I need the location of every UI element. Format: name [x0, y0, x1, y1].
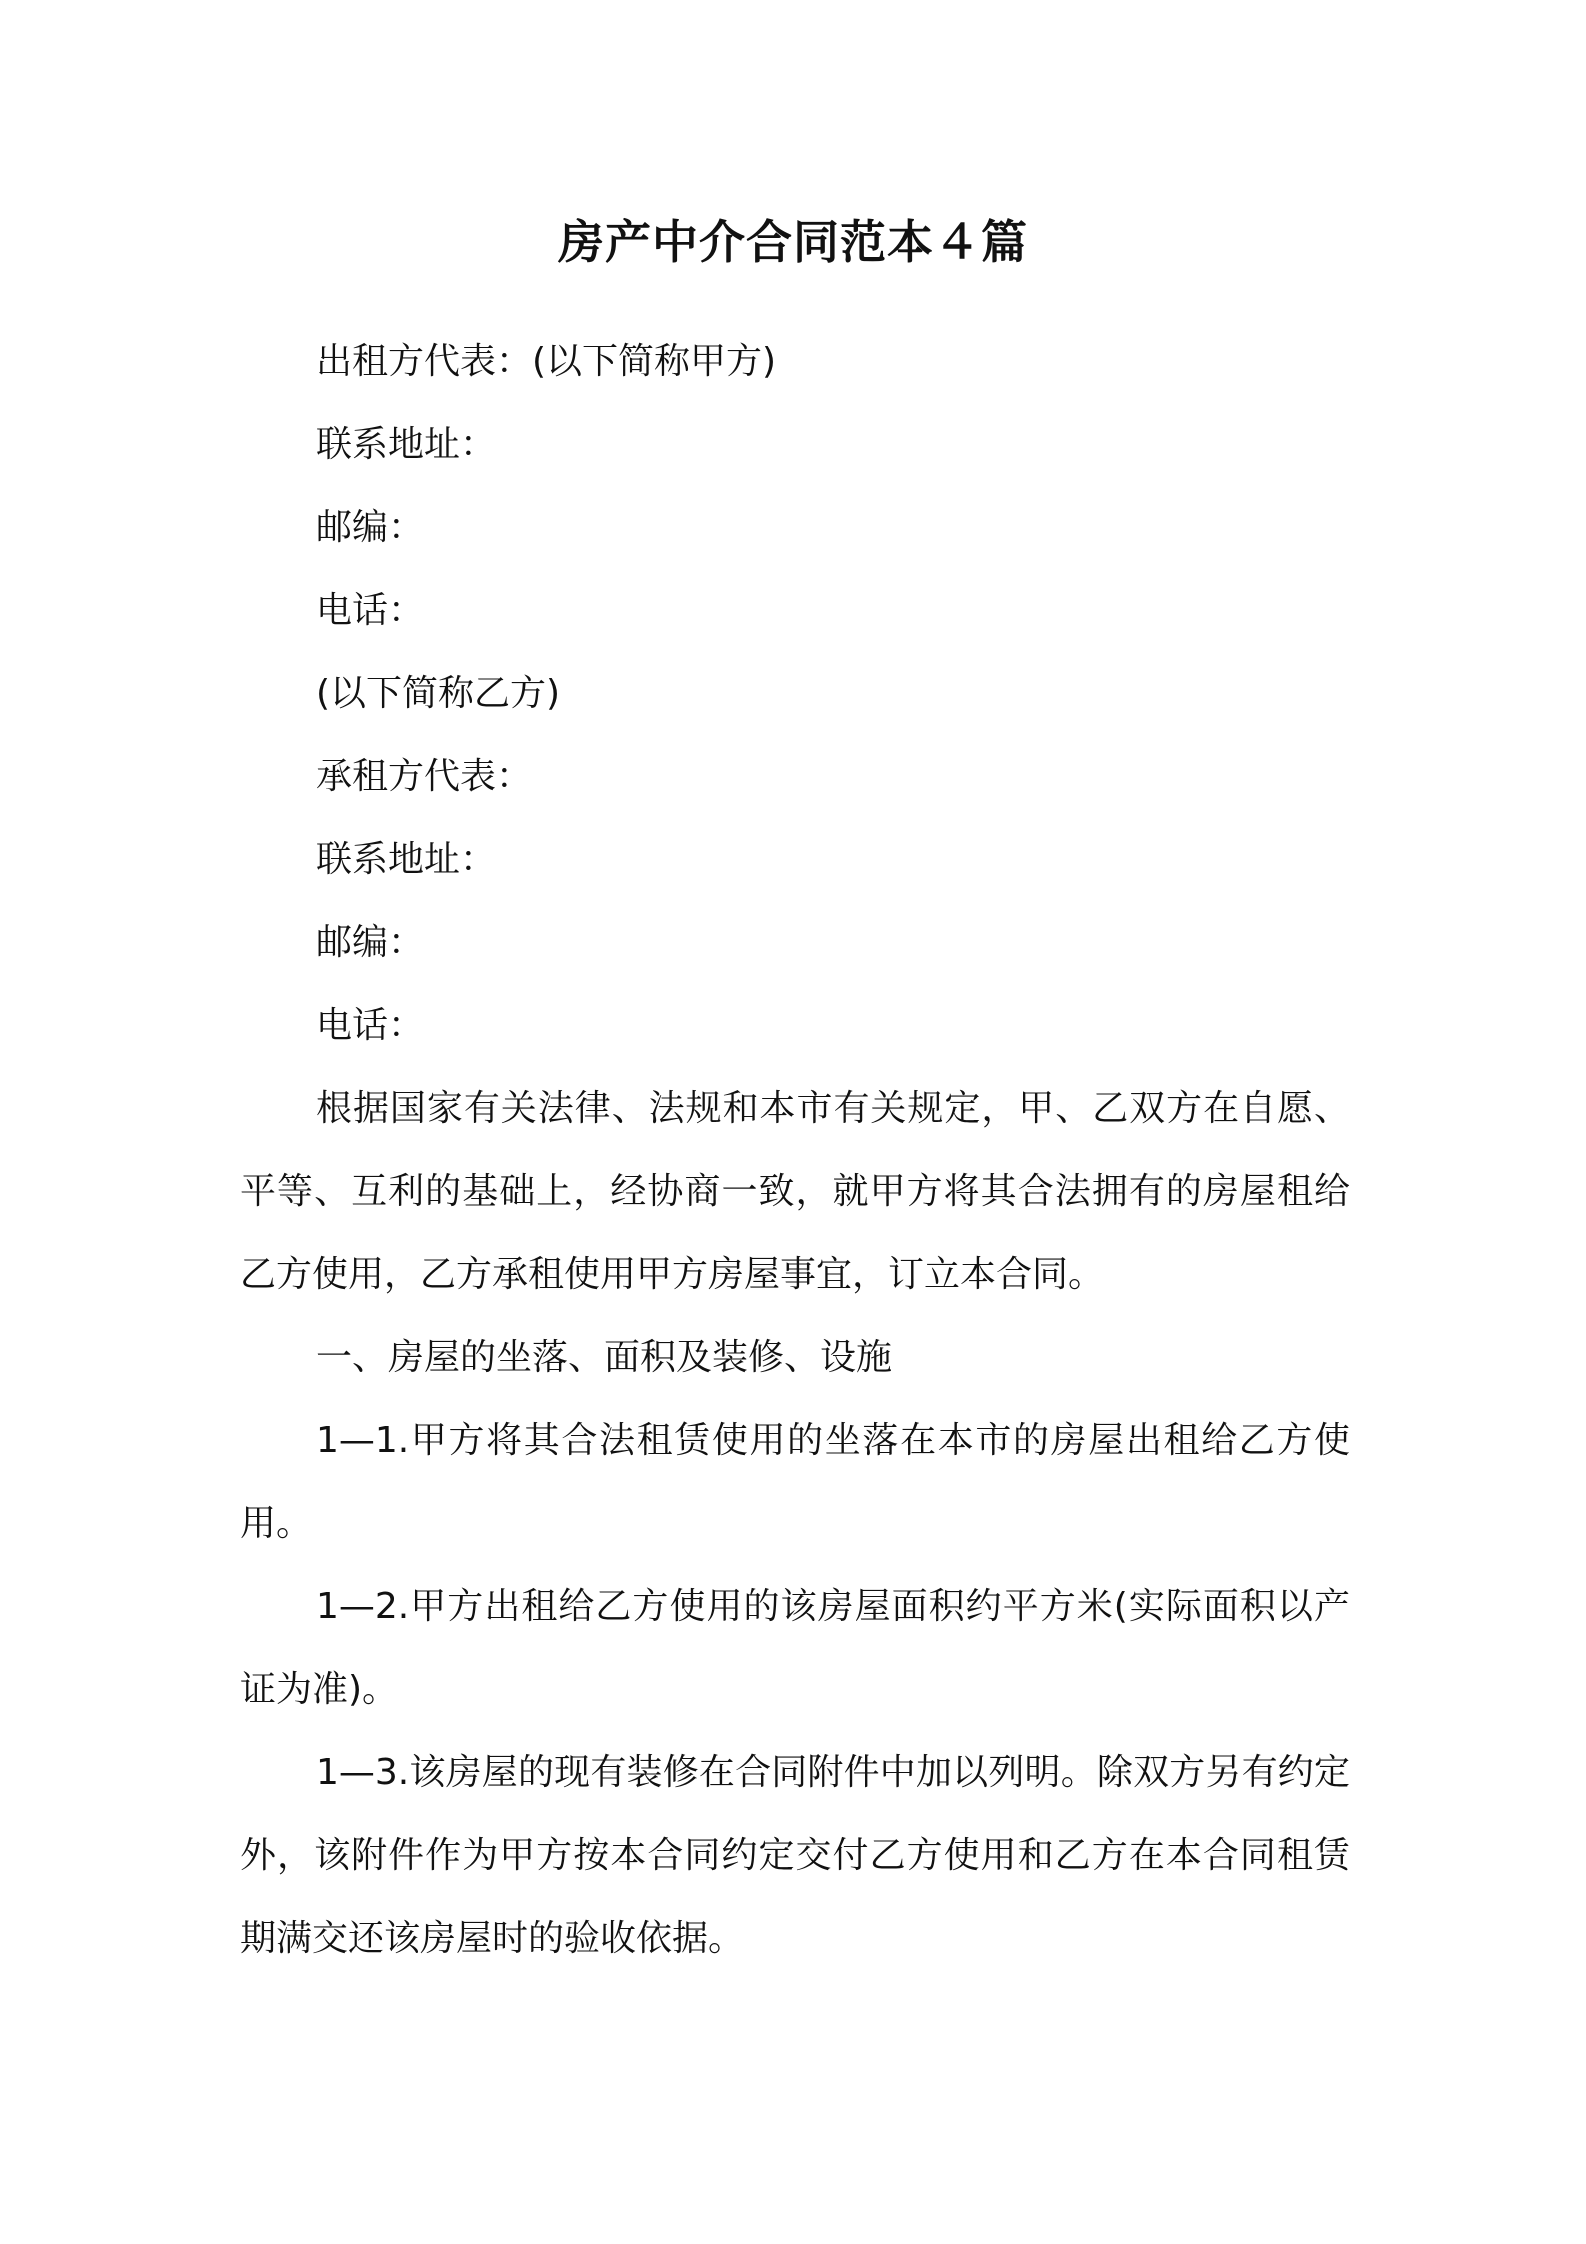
lessee-phone-line: 电话： [316, 1005, 425, 1046]
section-heading-1: 一、房屋的坐落、面积及装修、设施 [316, 1337, 893, 1378]
lessee-postcode-line: 邮编： [316, 922, 425, 963]
document-body [240, 320, 1350, 1980]
document-title: 房产中介合同范本４篇 [558, 215, 1028, 269]
lessor-phone-line: 电话： [316, 590, 425, 631]
clause-1-2-paragraph: 1—2.甲方出租给乙方使用的该房屋面积约平方米(实际面积以产证为准)。 [240, 1586, 1350, 1710]
lessee-abbreviation-line: (以下简称乙方) [316, 673, 561, 714]
lessor-postcode-line: 邮编： [316, 507, 425, 548]
lessee-address-line: 联系地址： [316, 839, 497, 880]
lessor-representative-line: 出租方代表：(以下简称甲方) [316, 341, 777, 382]
lessee-representative-line: 承租方代表： [316, 756, 533, 797]
lessor-address-line: 联系地址： [316, 424, 497, 465]
clause-1-1-paragraph: 1—1.甲方将其合法租赁使用的坐落在本市的房屋出租给乙方使用。 [240, 1420, 1350, 1544]
contract-preamble-paragraph: 根据国家有关法律、法规和本市有关规定，甲、乙双方在自愿、平等、互利的基础上，经协商一致，就甲方将其合法拥有的房屋租给乙方使用，乙方承租使用甲方房屋事宜，订立本合同。 [240, 1088, 1350, 1295]
clause-1-3-paragraph: 1—3.该房屋的现有装修在合同附件中加以列明。除双方另有约定外，该附件作为甲方按本合同约定交付乙方使用和乙方在本合同租赁期满交还该房屋时的验收依据。 [240, 1752, 1350, 1959]
